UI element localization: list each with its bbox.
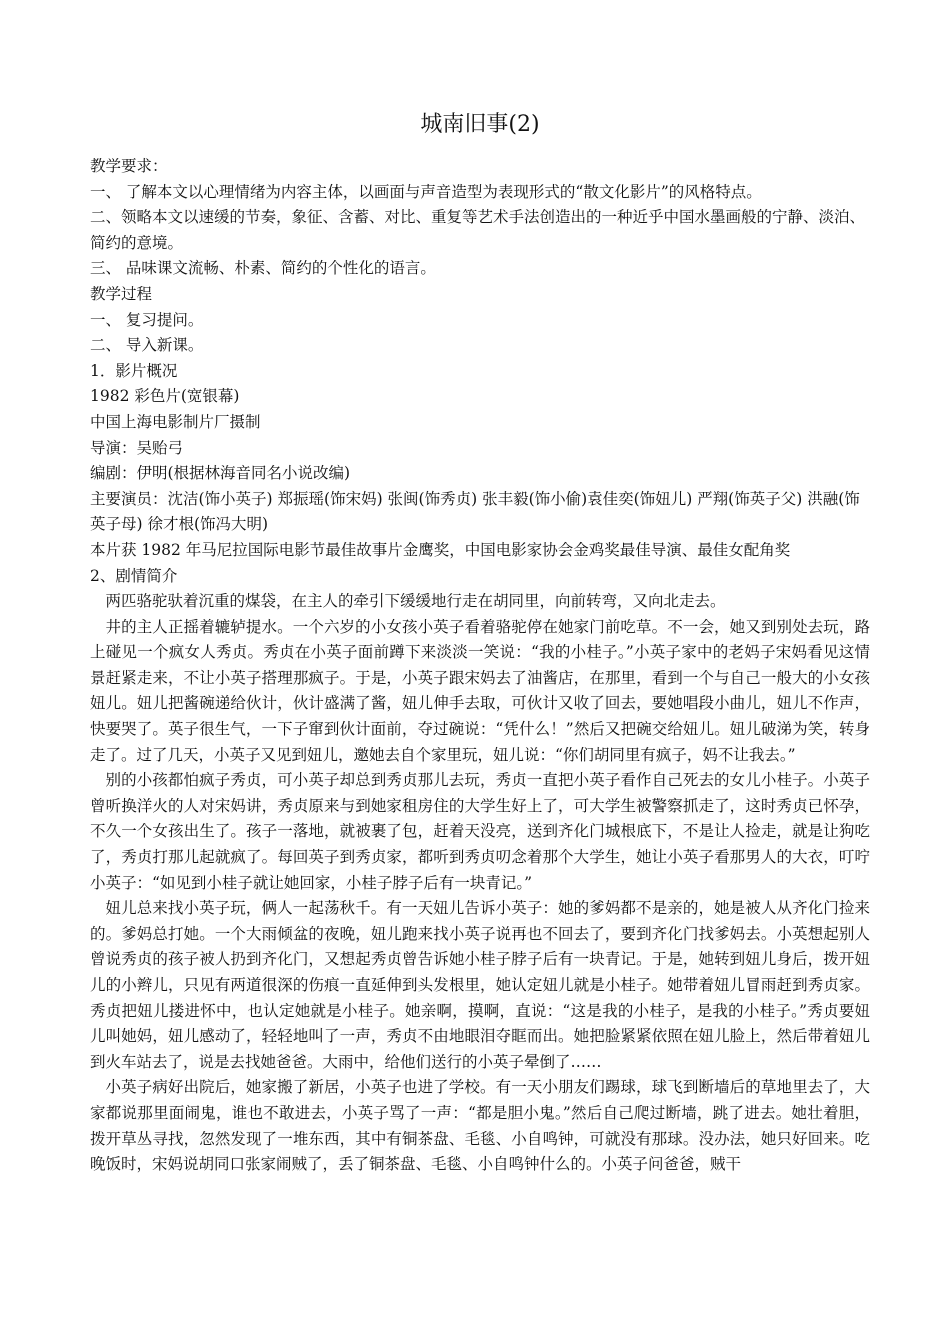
document-title: 城南旧事(2)	[420, 112, 540, 137]
header-lines	[90, 154, 870, 589]
paragraph: 妞儿总来找小英子玩，俩人一起荡秋千。有一天妞儿告诉小英子：她的爹妈都不是亲的，她是被人从齐化门捡来的。爹妈总打她。一个大雨倾盆的夜晚，妞儿跑来找小英子说再也不回去了，要到齐化门找爹妈去。小英想起别人曾说秀贞的孩子被人扔到齐化门，又想起秀贞曾告诉她小桂子脖子后有一块青记。于是，她转到妞儿身后，拨开妞儿的小辫儿，只见有两道很深的伤痕一直延伸到头发根里，她认定妞儿就是小桂子。她带着妞儿冒雨赶到秀贞家。秀贞把妞儿搂进怀中，也认定她就是小桂子。她亲啊，摸啊，直说：“这是我的小桂子，是我的小桂子。”秀贞要妞儿叫她妈，妞儿感动了，轻轻地叫了一声，秀贞不由地眼泪夺眶而出。她把脸紧紧依照在妞儿脸上，然后带着妞儿到火车站去了，说是去找她爸爸。大雨中，给他们送行的小英子晕倒了……	[90, 899, 870, 1071]
text-line: 教学过程	[90, 284, 153, 303]
text-line: 一、 复习提问。	[90, 310, 204, 329]
document-page	[90, 110, 870, 1178]
text-line: 二、领略本文以速缓的节奏，象征、含蓄、对比、重复等艺术手法创造出的一种近乎中国水墨画般的宁静、淡泊、简约的意境。	[90, 208, 866, 252]
paragraph: 小英子病好出院后，她家搬了新居，小英子也进了学校。有一天小朋友们踢球，球飞到断墙后的草地里去了，大家都说那里面闹鬼，谁也不敢进去，小英子骂了一声：“都是胆小鬼。”然后自己爬过断墙，跳了进去。她壮着胆，拨开草丛寻找，忽然发现了一堆东西，其中有铜茶盘、毛毯、小自鸣钟，可就没有那球。没办法，她只好回来。吃晚饭时，宋妈说胡同口张家闹贼了，丢了铜茶盘、毛毯、小自鸣钟什么的。小英子问爸爸，贼干	[90, 1078, 870, 1174]
text-line: 导演：吴贻弓	[90, 438, 184, 457]
text-line: 教学要求：	[90, 157, 168, 175]
text-line: 1．影片概况	[90, 361, 178, 380]
paragraph: 井的主人正摇着辘轳提水。一个六岁的小女孩小英子看着骆驼停在她家门前吃草。不一会，她又到别处去玩，路上碰见一个疯女人秀贞。秀贞在小英子面前蹲下来淡淡一笑说：“我的小桂子。”小英子家中的老妈子宋妈看见这情景赶紧走来，不让小英子搭理那疯子。于是，小英子跟宋妈去了油酱店，在那里，看到一个与自己一般大的小女孩妞儿。妞儿把酱碗递给伙计，伙计盛满了酱，妞儿伸手去取，可伙计又收了回去，要她唱段小曲儿，妞儿不作声，快要哭了。英子很生气，一下子窜到伙计面前，夺过碗说：“凭什么！”然后又把碗交给妞儿。妞儿破涕为笑，转身走了。过了几天，小英子又见到妞儿，邀她去自个家里玩，妞儿说：“你们胡同里有疯子，妈不让我去。”	[90, 617, 870, 764]
text-line: 中国上海电影制片厂摄制	[90, 412, 261, 431]
text-line: 二、 导入新课。	[90, 336, 204, 355]
text-line: 三、 品味课文流畅、朴素、简约的个性化的语言。	[90, 259, 436, 278]
paragraph: 两匹骆驼驮着沉重的煤袋，在主人的牵引下缓缓地行走在胡同里，向前转弯，又向北走去。	[105, 592, 726, 611]
text-line: 一、 了解本文以心理情绪为内容主体，以画面与声音造型为表现形式的“散文化影片”的风格特点。	[90, 182, 762, 201]
plot-summary	[90, 589, 870, 1178]
paragraph: 别的小孩都怕疯子秀贞，可小英子却总到秀贞那儿去玩，秀贞一直把小英子看作自己死去的女儿小桂子。小英子曾听换洋火的人对宋妈讲，秀贞原来与到她家租房住的大学生好上了，可大学生被警察抓走了，这时秀贞已怀孕，不久一个女孩出生了。孩子一落地，就被裹了包，赶着天没亮，送到齐化门城根底下，不是让人捡走，就是让狗吃了，秀贞打那儿起就疯了。每回英子到秀贞家，都听到秀贞叨念着那个大学生，她让小英子看那男人的大衣，叮咛小英子：“如见到小桂子就让她回家，小桂子脖子后有一块青记。”	[90, 771, 870, 892]
text-line: 1982 彩色片(宽银幕)	[90, 387, 240, 406]
text-line: 编剧：伊明(根据林海音同名小说改编)	[90, 464, 351, 483]
text-line: 2、剧情简介	[90, 566, 178, 585]
text-line: 本片获 1982 年马尼拉国际电影节最佳故事片金鹰奖，中国电影家协会金鸡奖最佳导演、最佳女配角奖	[90, 540, 791, 559]
text-line: 主要演员：沈洁(饰小英子) 郑振瑶(饰宋妈) 张闽(饰秀贞) 张丰毅(饰小偷)袁佳奕(饰妞儿) 严翔(饰英子父) 洪融(饰英子母) 徐才根(饰冯大明)	[90, 489, 860, 534]
